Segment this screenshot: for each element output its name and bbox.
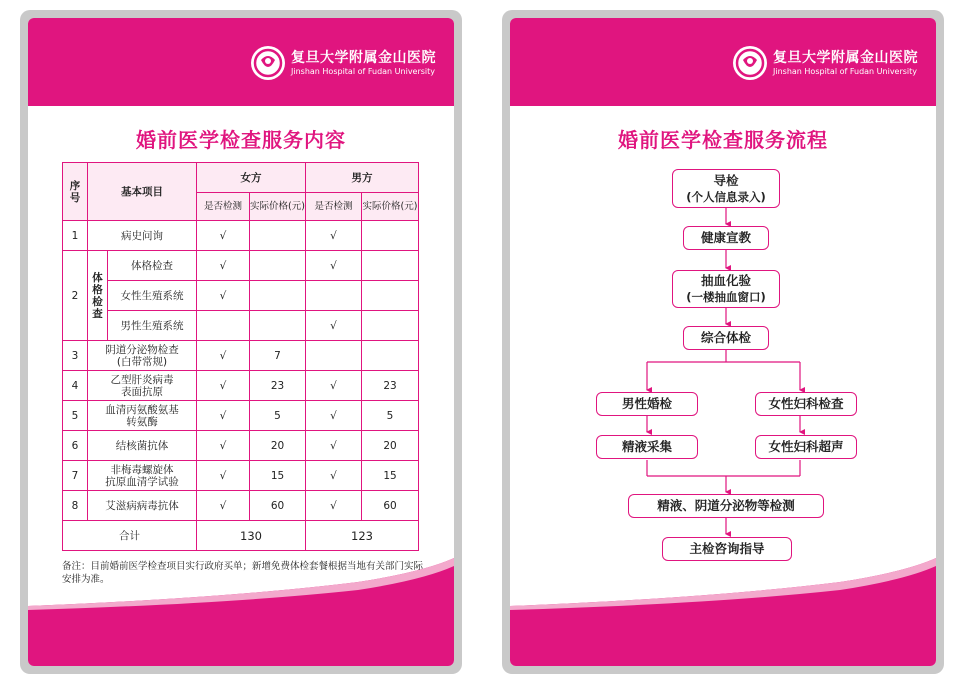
table-row [63,461,419,491]
female-check [197,311,250,341]
header-female: 女方 [197,163,306,193]
step-lab-tests: 精液、阴道分泌物等检测 [628,494,824,518]
row-item: 艾滋病病毒抗体 [88,491,197,521]
male-price [362,251,419,281]
row-item: 乙型肝炎病毒 表面抗原 [88,371,197,401]
female-price: 15 [250,461,306,491]
step-female-gyn-exam: 女性妇科检查 [755,392,857,416]
male-price [362,341,419,371]
step-semen-collection: 精液采集 [596,435,698,459]
female-check: √ [197,221,250,251]
male-price: 5 [362,401,419,431]
table-row [63,431,419,461]
row-no: 4 [63,371,88,401]
row-item: 阴道分泌物检查 (白带常规) [88,341,197,371]
row-no: 5 [63,401,88,431]
page-title: 婚前医学检查服务流程 [618,128,828,152]
male-check [306,281,362,311]
male-check: √ [306,371,362,401]
male-check: √ [306,491,362,521]
male-price: 15 [362,461,419,491]
table-row [63,491,419,521]
row-no: 2 [63,251,88,341]
step-female-ultrasound: 女性妇科超声 [755,435,857,459]
table-row [63,251,419,281]
table-row [63,371,419,401]
table-row [63,281,419,311]
female-check: √ [197,431,250,461]
row-item: 血清丙氨酸氨基 转氨酶 [88,401,197,431]
table-row [63,221,419,251]
male-price [362,281,419,311]
row-no: 3 [63,341,88,371]
total-female: 130 [197,521,306,551]
female-price [250,311,306,341]
left-poster-frame [20,10,462,674]
female-price [250,251,306,281]
female-check: √ [197,491,250,521]
right-poster-frame [502,10,944,674]
total-row [63,521,419,551]
header-seq: 序号 [63,163,88,221]
footnote: 备注：目前婚前医学检查项目实行政府买单；新增免费体检套餐根据当地有关部门实际安排为准。 [62,561,424,585]
male-check: √ [306,221,362,251]
poster-footer [28,618,454,666]
footer-wave [28,558,454,620]
row-no: 8 [63,491,88,521]
header-female-tested: 是否检测 [197,193,250,221]
row-no: 1 [63,221,88,251]
step-male-premarital-exam: 男性婚检 [596,392,698,416]
step-guide: 导检 (个人信息录入) [672,169,780,208]
row-item: 非梅毒螺旋体 抗原血清学试验 [88,461,197,491]
row-item: 病史问询 [88,221,197,251]
female-price: 20 [250,431,306,461]
service-flow-poster [510,18,936,666]
service-content-poster [28,18,454,666]
male-price: 23 [362,371,419,401]
female-check: √ [197,251,250,281]
hospital-name-cn: 复旦大学附属金山医院 [773,49,918,66]
group-label: 体格检查 [88,251,108,341]
page-title: 婚前医学检查服务内容 [136,128,346,152]
male-price: 60 [362,491,419,521]
total-label: 合计 [63,521,197,551]
step-physical-exam: 综合体检 [683,326,769,350]
header-female-price: 实际价格(元) [250,193,306,221]
row-no: 6 [63,431,88,461]
table-row [63,311,419,341]
poster-footer [510,618,936,666]
female-check: √ [197,401,250,431]
female-check: √ [197,341,250,371]
row-item: 女性生殖系统 [108,281,197,311]
row-item: 结核菌抗体 [88,431,197,461]
female-price: 7 [250,341,306,371]
male-price [362,311,419,341]
poster-header [28,18,454,106]
hospital-logo [251,46,436,80]
male-check: √ [306,461,362,491]
row-item: 男性生殖系统 [108,311,197,341]
male-price [362,221,419,251]
male-check [306,341,362,371]
row-no: 7 [63,461,88,491]
header-male: 男方 [306,163,419,193]
hospital-emblem-icon [251,46,285,80]
hospital-name-cn: 复旦大学附属金山医院 [291,49,436,66]
header-male-tested: 是否检测 [306,193,362,221]
hospital-name-en: Jinshan Hospital of Fudan University [773,66,918,76]
male-check: √ [306,401,362,431]
table-row [63,341,419,371]
service-table [62,162,419,551]
step-blood-test: 抽血化验 (一楼抽血窗口) [672,270,780,308]
header-male-price: 实际价格(元) [362,193,419,221]
footer-wave [510,558,936,620]
table-row [63,401,419,431]
female-check: √ [197,371,250,401]
female-check: √ [197,461,250,491]
total-male: 123 [306,521,419,551]
female-price [250,281,306,311]
row-item: 体格检查 [108,251,197,281]
male-price: 20 [362,431,419,461]
female-price: 5 [250,401,306,431]
male-check: √ [306,251,362,281]
step-health-education: 健康宣教 [683,226,769,250]
male-check: √ [306,311,362,341]
hospital-name-en: Jinshan Hospital of Fudan University [291,66,436,76]
female-price: 60 [250,491,306,521]
header-item: 基本项目 [88,163,197,221]
female-check: √ [197,281,250,311]
female-price: 23 [250,371,306,401]
step-consultation: 主检咨询指导 [662,537,792,561]
female-price [250,221,306,251]
male-check: √ [306,431,362,461]
flow-connectors [510,18,936,618]
